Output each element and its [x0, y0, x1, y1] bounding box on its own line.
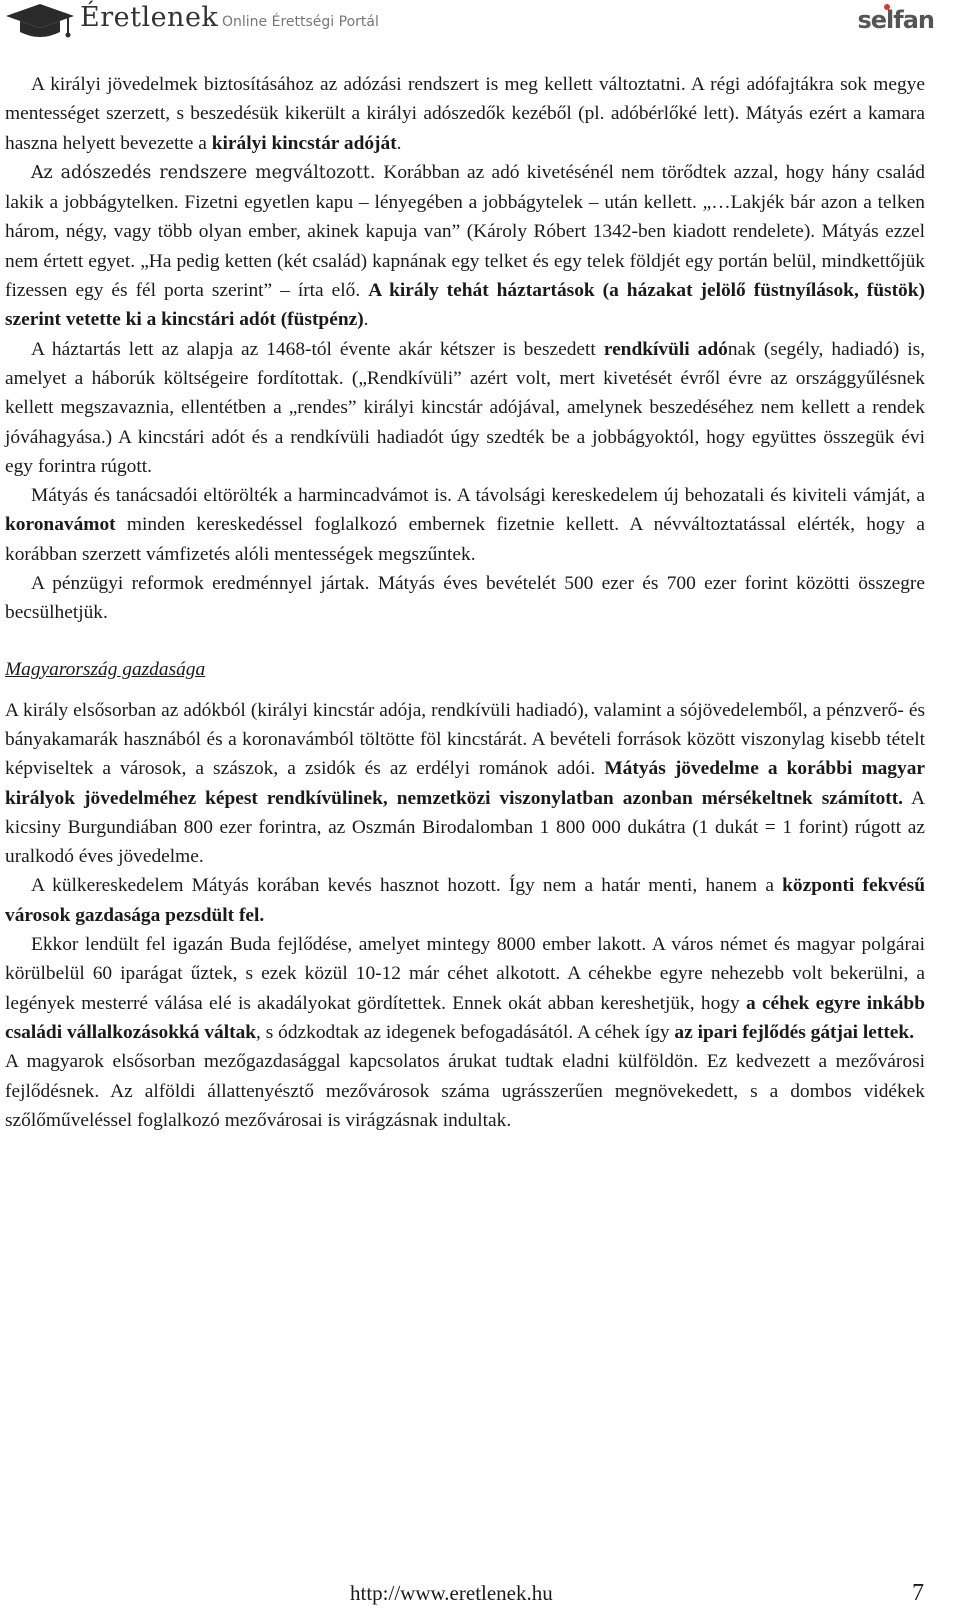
bold-term: Mátyás jövedelme a korábbi magyar királyok jövedelméhez képest rendkívülinek, nemzetközi viszonylatban azonban mérsékeltnek számított.	[5, 758, 925, 809]
text-run: Mátyás és tanácsadói eltörölték a harmincadvámot is. A távolsági kereskedelem új behozatali és kiviteli vámját, a	[31, 485, 925, 507]
text-run: Korábban az adó kivetésénél nem törődtek azzal, hogy hány család lakik a jobbágytelken. Fizetni egyetlen kapu – lényegében a jobbágytelek – után kellett. „…Lakjék bár azon a telken három, négy, vagy több olyan ember, akinek kapuja van” (Károly Róbert 1342-ben kiadott rendelete). Mátyás ezzel nem értett egyet.	[5, 161, 925, 272]
bold-term: királyi kincstár adóját	[211, 132, 397, 154]
bold-term: a céhek egyre inkább családi vállalkozásokká váltak	[5, 992, 925, 1043]
bold-term: az ipari fejlődés gátjai lettek.	[674, 1021, 915, 1043]
text-run: , s ódzkodtak az idegenek befogadásától. A céhek így	[256, 1021, 675, 1043]
paragraph-haztartas	[5, 335, 925, 481]
text-run: Az adószedés rendszere megváltozott.	[31, 162, 384, 183]
text-run: .	[363, 309, 369, 331]
site-logo-subtitle: Online Érettségi Portál	[222, 14, 379, 30]
paragraph-adoszedes	[5, 158, 925, 335]
bold-term: központi fekvésű városok gazdasága pezsdült fel.	[5, 875, 925, 926]
text-run: A háztartás lett az alapja az 1468-tól évente akár kétszer is beszedett	[31, 338, 604, 360]
paragraph-buda	[5, 930, 925, 1047]
graduation-cap-icon	[2, 2, 76, 42]
paragraph-mezogazdasag: A magyarok elsősorban mezőgazdasággal kapcsolatos árukat tudtak eladni külföldön. Ez kedvezett a mezővárosi fejlődésnek. Az alföldi állattenyésztő mezővárosok száma ugrásszerűen megnövekedett, s a dombos vidékek szőlőművеléssel foglalkozó mezővárosai is virágzásnak indultak.	[5, 1051, 925, 1131]
section-heading: Magyarország gazdasága	[5, 658, 206, 680]
text-run: nak (segély, hadiadó) is, amelyet a háborúk költségeire fordítottak. („Rendkívüli” azért volt, mert kivetését évről évre az országgyűlésnek kellett megszavaznia, ellentétben a „rendes” királyi kincstár adójával, amelynek beszedéséhez nem kellett a rendek jóváhagyása.) A kincstári adót és a rendkívüli hadiadót úgy szedték be a jobbágyoktól, hogy együttes összegük évi egy forintra rúgott.	[5, 338, 926, 477]
document-body	[5, 70, 925, 1135]
paragraph-reformok: A pénzügyi reformok eredménnyel jártak. Mátyás éves bevételét 500 ezer és 700 ezer forint közötti összegre becsülhetjük.	[5, 573, 925, 624]
paragraph-adozas	[5, 70, 925, 158]
site-logo-title: Éretlenek	[80, 2, 219, 33]
bold-term: A király tehát háztartások (a házakat jelölő füstnyílások, füstök) szerint vetette ki a kincstári adót (füstpénz)	[5, 280, 925, 331]
text-run: „Ha pedig ketten (két család) kapnának egy telket és egy telek földjét egy portán belül, mindkettőjük fizessen egy és fél porta szerint” – írta elő.	[5, 250, 925, 302]
page-number: 7	[912, 1580, 924, 1606]
text-run: A király elsősorban az adókból (királyi kincstár adója, rendkívüli hadiadó), valamint a sójövedelemből, a pénzverő- és bányakamarák hasznából és a koronavámból töltötte föl kincstárát. A bevételi források között viszonylag kisebb tételt képviseltek a városok, a szászok, a zsidók és az erdélyi románok adói.	[5, 699, 925, 780]
bold-term: koronavámot	[5, 514, 116, 536]
text-run: Ekkor lendült fel igazán Buda fejlődése, amelyet mintegy 8000 ember lakott. A város német és magyar polgárai körülbelül 60 iparágat űztek, s ezek közül 10-12 már céhet alkotott. A céhekbe egyre nehezebb volt bekerülni, a legények mesterré válása elé is akadályokat gördítettek. Ennek okát abban kereshetjük, hogy	[5, 934, 925, 1014]
text-run: A külkereskedelem Mátyás korában kevés hasznot hozott. Így nem a határ menti, hanem a	[31, 875, 783, 897]
page-header	[0, 0, 960, 50]
text-run: minden kereskedéssel foglalkozó embernek fizetnie kellett. A névváltoztatással elérték, hogy a korábban szerzett vámfizetés alóli mentességek megszűntek.	[5, 514, 925, 565]
text-run: A kicsiny Burgundiában 800 ezer forintra, az Oszmán Birodalomban 1 800 000 dukátra (1 dukát = 1 forint) rúgott az uralkodó éves jövedelme.	[5, 787, 926, 868]
footer-url: http://www.eretlenek.hu	[350, 1581, 553, 1605]
paragraph-kincstar	[5, 696, 925, 872]
text-run: .	[396, 132, 402, 154]
text-run: A királyi jövedelmek biztosításához az adózási rendszert is meg kellett változtatni. A régi adófajtákra sok megye mentességet szerzett, s beszedésük kikerült a királyi adószedők kezéből (pl. adóbérlőké lett). Mátyás ezért a kamara haszna helyett bevezette a	[5, 74, 925, 154]
paragraph-koronavam	[5, 481, 925, 569]
paragraph-kulkereskedelem	[5, 871, 925, 930]
partner-logo: selfan	[857, 6, 934, 34]
bold-term: rendkívüli adó	[603, 338, 728, 360]
